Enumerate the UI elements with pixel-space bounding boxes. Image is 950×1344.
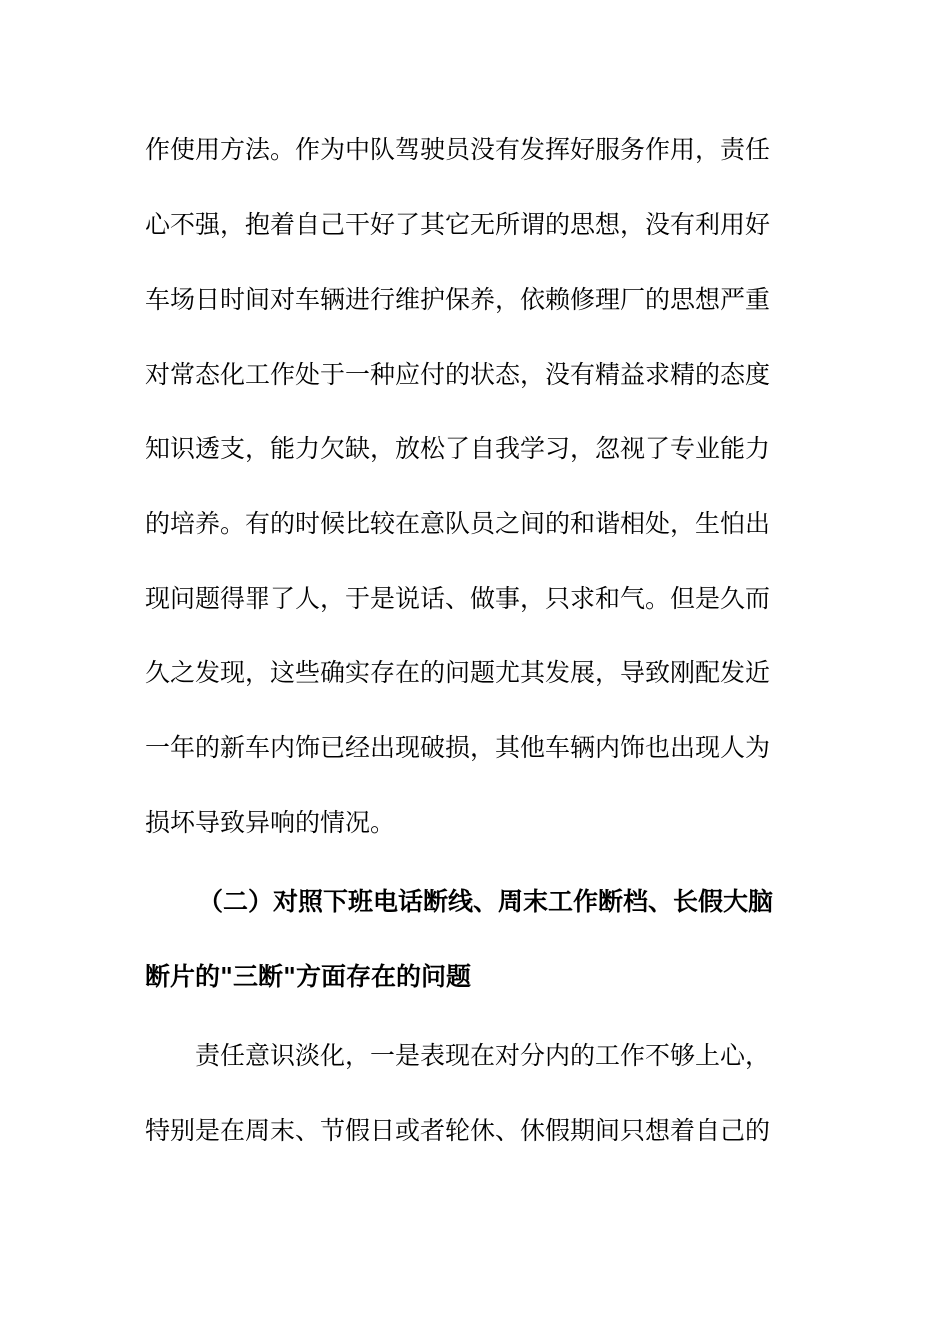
section-heading-line: （二）对照下班电话断线、周末工作断档、长假大脑 [198,887,774,916]
body-text-line: 责任意识淡化，一是表现在对分内的工作不够上心， [195,1041,771,1070]
body-text-line: 特别是在周末、节假日或者轮休、休假期间只想着自己的 [145,1116,771,1145]
body-text-line: 的培养。有的时候比较在意队员之间的和谐相处，生怕出 [145,509,771,538]
body-text-line: 现问题得罪了人，于是说话、做事，只求和气。但是久而 [145,584,771,613]
body-text-line: 知识透支，能力欠缺，放松了自我学习，忽视了专业能力 [145,434,771,463]
body-text-line: 一年的新车内饰已经出现破损，其他车辆内饰也出现人为 [145,733,771,762]
body-text-line: 久之发现，这些确实存在的问题尤其发展，导致刚配发近 [145,658,771,687]
section-heading-line: 断片的"三断"方面存在的问题 [145,962,472,991]
body-text-line: 损坏导致异响的情况。 [145,808,396,837]
body-text-line: 对常态化工作处于一种应付的状态，没有精益求精的态度 [145,360,771,389]
body-text-line: 车场日时间对车辆进行维护保养，依赖修理厂的思想严重 [145,285,771,314]
body-text-line: 作使用方法。作为中队驾驶员没有发挥好服务作用，责任 [145,135,771,164]
body-text-line: 心不强，抱着自己干好了其它无所谓的思想，没有利用好 [145,210,771,239]
